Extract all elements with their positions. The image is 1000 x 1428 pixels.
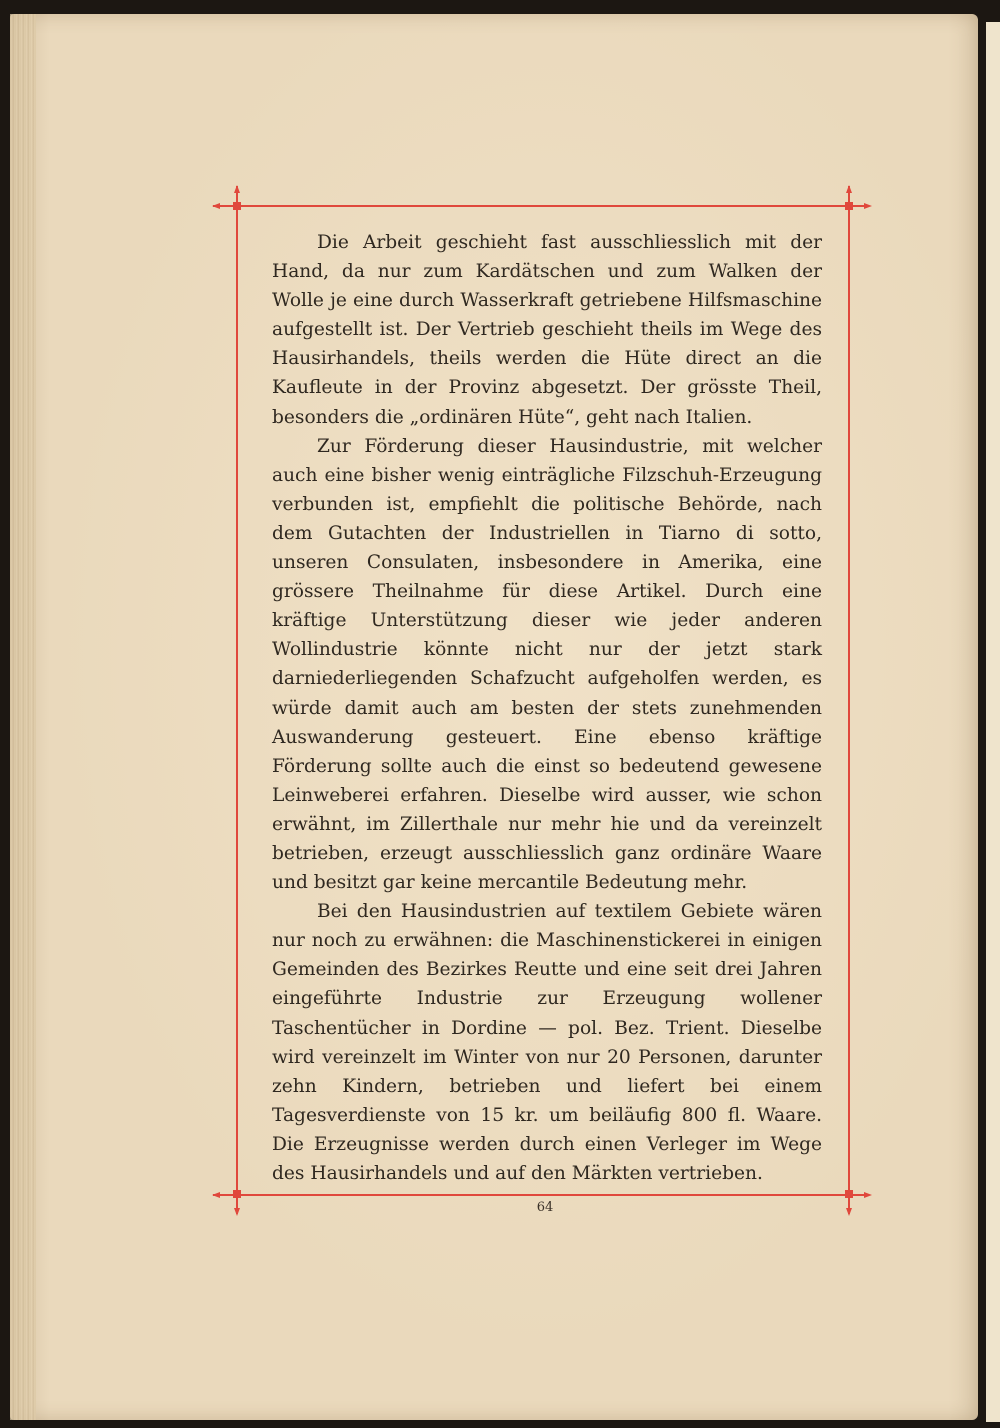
line-end-ornament-bottom-right-icon	[860, 1189, 874, 1201]
corner-ornament-top-left-icon	[226, 183, 248, 215]
page-number: 64	[536, 1200, 554, 1215]
corner-ornament-top-right-icon	[838, 183, 860, 215]
border-right-line	[848, 186, 850, 1214]
paragraph: Die Arbeit geschieht fast ausschliesslich mit der Hand, da nur zum Kardätschen und zum Walken der Wolle je eine durch Wasserkraft getriebene Hilfsmaschine aufgestellt ist. Der Vertrieb geschieht theils im Wege des Hausirhandels, theils werden die Hüte direct an die Kaufleute in der Provinz abgesetzt. Der grösste Theil, besonders die „ordinären Hüte“, geht nach Italien.	[272, 232, 822, 428]
paragraph: Zur Förderung dieser Hausindustrie, mit welcher auch eine bisher wenig einträgliche Filzschuh-Erzeugung verbunden ist, empfiehlt die politische Behörde, nach dem Gutachten der Industriellen in Tiarno di sotto, unseren Consulaten, insbesondere in Amerika, eine grössere Theilnahme für diese Artikel. Durch eine kräftige Unterstützung dieser wie jeder anderen Wollindustrie könnte nicht nur der jetzt stark darniederliegenden Schafzucht aufgeholfen werden, es würde damit auch am besten der stets zunehmenden Auswanderung gesteuert. Eine ebenso kräftige Förderung sollte auch die einst so bedeutend gewesene Leinweberei erfahren. Dieselbe wird ausser, wie schon erwähnt, im Zillerthale nur mehr hie und da vereinzelt betrieben, erzeugt ausschliesslich ganz ordinäre Waare und besitzt gar keine mercantile Bedeutung mehr.	[272, 435, 822, 894]
border-bottom-line	[213, 1194, 869, 1196]
line-end-ornament-top-right-icon	[860, 200, 874, 212]
page-stack-edge	[10, 14, 36, 1420]
line-end-ornament-bottom-left-icon	[210, 1189, 224, 1201]
border-left-line	[236, 186, 238, 1214]
border-top-line	[213, 205, 869, 207]
line-end-ornament-top-left-icon	[210, 200, 224, 212]
corner-ornament-bottom-right-icon	[838, 1186, 860, 1218]
paragraph: Bei den Hausindustrien auf textilem Gebiete wären nur noch zu erwähnen: die Maschinenstickerei in einigen Gemeinden des Bezirkes Reutte und eine seit drei Jahren eingeführte Industrie zur Erzeugung wollener Taschentücher in Dordine — pol. Bez. Trient. Dieselbe wird vereinzelt im Winter von nur 20 Personen, darunter zehn Kindern, betrieben und liefert bei einem Tagesverdienste von 15 kr. um beiläufig 800 fl. Waare. Die Erzeugnisse werden durch einen Verleger im Wege des Hausirhandels und auf den Märkten vertrieben.	[272, 901, 822, 1184]
corner-ornament-bottom-left-icon	[226, 1186, 248, 1218]
body-text	[272, 228, 822, 1188]
facing-page-edge	[986, 22, 1000, 1422]
